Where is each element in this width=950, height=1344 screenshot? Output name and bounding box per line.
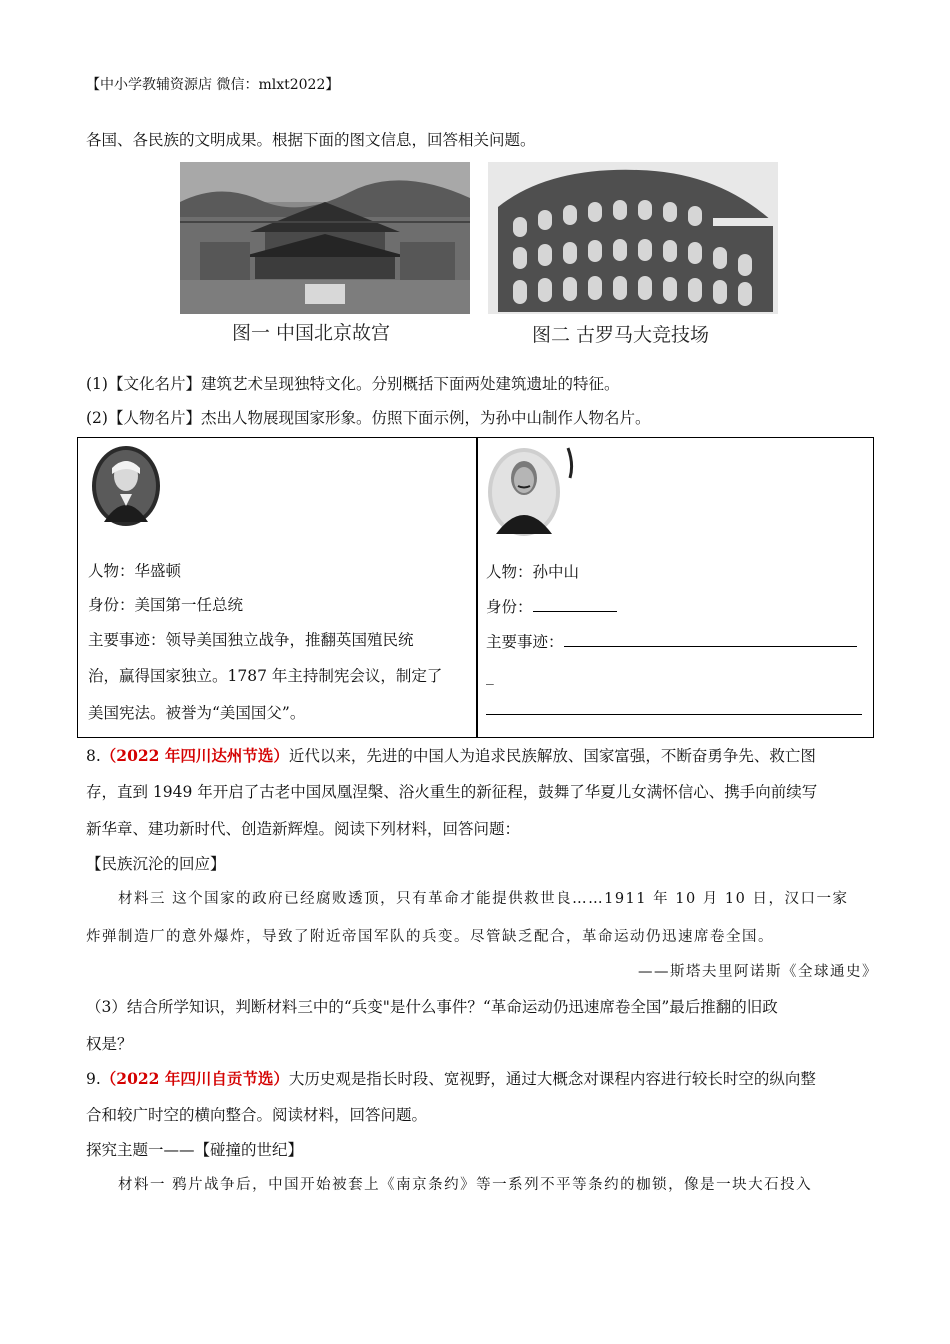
right-person: 人物：孙中山 <box>486 563 580 581</box>
left-identity: 身份：美国第一任总统 <box>88 596 244 614</box>
question-9-line-2: 合和较广时空的横向整合。阅读材料，回答问题。 <box>86 1106 428 1124</box>
question-8-sub-3-line-1: （3）结合所学知识，判断材料三中的“兵变"是什么事件？“革命运动仍迅速席卷全国”最后推翻的旧政 <box>86 998 778 1016</box>
forbidden-city-photo <box>180 162 470 314</box>
question-8-text-1: 近代以来，先进的中国人为追求民族解放、国家富强，不断奋勇争先、救亡图 <box>288 747 816 765</box>
question-1: (1)【文化名片】建筑艺术呈现独特文化。分别概括下面两处建筑遗址的特征。 <box>86 375 620 393</box>
question-9-source: （2022 年四川自贡节选） <box>100 1069 289 1088</box>
section-heading: 【民族沉沦的回应】 <box>86 855 226 873</box>
right-extra-mark: _ <box>486 667 494 685</box>
identity-answer-blank[interactable] <box>533 611 617 612</box>
deeds-answer-blank-2[interactable] <box>486 696 862 715</box>
left-person: 人物：华盛顿 <box>88 562 182 580</box>
question-9-text-1: 大历史观是指长时段、宽视野，通过大概念对课程内容进行较长时空的纵向整 <box>288 1070 816 1088</box>
left-deeds-line-1: 主要事迹：领导美国独立战争，推翻英国殖民统 <box>88 631 414 649</box>
question-9-number: 9. <box>86 1070 101 1088</box>
washington-portrait <box>90 444 162 528</box>
store-tag: 【中小学教辅资源店 微信：mlxt2022】 <box>86 77 340 93</box>
right-deeds-label: 主要事迹： <box>486 633 564 651</box>
question-8-line-1 <box>86 744 816 766</box>
left-deeds-line-3: 美国宪法。被誉为“美国国父”。 <box>88 704 306 722</box>
figure-2-caption: 图二 古罗马大竞技场 <box>532 324 710 346</box>
figure-1-caption: 图一 中国北京故宫 <box>232 322 391 344</box>
left-deeds-line-2: 治，赢得国家独立。1787 年主持制宪会议，制定了 <box>88 667 443 685</box>
deeds-answer-blank-1[interactable] <box>564 646 857 647</box>
right-identity-label: 身份： <box>486 598 533 616</box>
question-2: (2)【人物名片】杰出人物展现国家形象。仿照下面示例，为孙中山制作人物名片。 <box>86 409 651 427</box>
right-deeds-line-2 <box>486 696 862 719</box>
colosseum-photo <box>488 162 778 314</box>
material-3-line-2: 炸弹制造厂的意外爆炸，导致了附近帝国军队的兵变。尽管缺乏配合，革命运动仍迅速席卷全国。 <box>86 929 774 945</box>
question-8-number: 8. <box>86 747 101 765</box>
intro-line: 各国、各民族的文明成果。根据下面的图文信息，回答相关问题。 <box>86 131 536 149</box>
person-card-table <box>77 437 874 738</box>
question-8-sub-3-line-2: 权是？ <box>86 1035 133 1053</box>
question-8-line-3: 新华章、建功新时代、创造新辉煌。阅读下列材料，回答问题： <box>86 820 521 838</box>
theme-heading: 探究主题一——【碰撞的世纪】 <box>86 1141 304 1159</box>
material-3-line-1: 材料三 这个国家的政府已经腐败透顶，只有革命才能提供救世良……1911 年 10 月 10 日，汉口一家 <box>118 891 849 907</box>
right-deeds <box>486 630 857 652</box>
table-divider <box>476 438 478 737</box>
material-3-attribution: ——斯塔夫里阿诺斯《全球通史》 <box>638 964 878 980</box>
sun-yat-sen-portrait <box>484 444 574 538</box>
right-identity <box>486 595 617 617</box>
question-8-source: （2022 年四川达州节选） <box>100 746 289 765</box>
question-8-line-2: 存，直到 1949 年开启了古老中国凤凰涅槃、浴火重生的新征程，鼓舞了华夏儿女满怀信心、携手向前续写 <box>86 783 818 801</box>
question-9-line-1 <box>86 1067 816 1089</box>
material-1-line-1: 材料一 鸦片战争后，中国开始被套上《南京条约》等一系列不平等条约的枷锁，像是一块大石投入 <box>118 1177 813 1193</box>
